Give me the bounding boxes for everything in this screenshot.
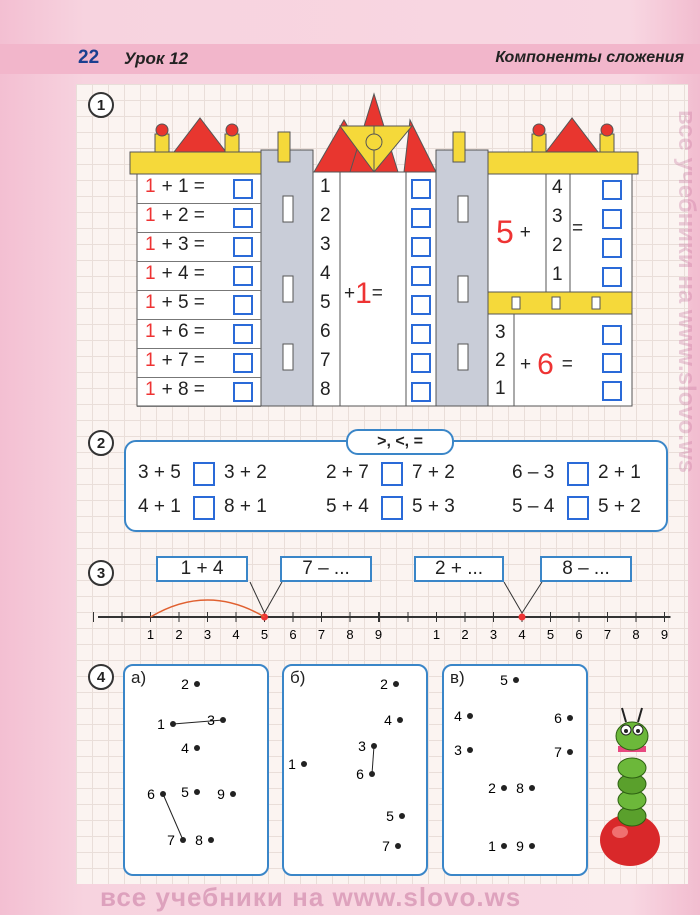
equation-rest: + 2 = xyxy=(161,205,205,226)
dot[interactable] xyxy=(371,743,377,749)
right-bottom-red-number: 6 xyxy=(537,348,554,381)
compare-right-expr: 2 + 1 xyxy=(598,462,641,483)
side-watermark: все учебники на www.slovo.ws xyxy=(673,110,700,473)
number-line-tick-label: 1 xyxy=(146,627,155,642)
number-line-tick-label: 9 xyxy=(660,627,669,642)
equation-rest: + 1 = xyxy=(161,176,205,197)
dot[interactable] xyxy=(230,791,236,797)
expression-label: 7 – ... xyxy=(280,556,372,582)
compare-left-expr: 5 – 4 xyxy=(512,496,555,517)
number-line-tick-label: 6 xyxy=(289,627,297,642)
number-line-tick-label: 5 xyxy=(260,627,269,642)
middle-red-number: 1 xyxy=(355,277,372,310)
compare-left-expr: 2 + 7 xyxy=(326,462,369,483)
number-line-tick-label: 7 xyxy=(603,627,612,642)
compare-right-expr: 7 + 2 xyxy=(412,462,455,483)
equation-first-term: 1 xyxy=(145,234,156,255)
task-2-signs-badge: >, <, = xyxy=(346,429,454,455)
bottom-watermark: все учебники на www.slovo.ws xyxy=(100,882,522,912)
compare-right-expr: 3 + 2 xyxy=(224,462,267,483)
compare-left-expr: 5 + 4 xyxy=(326,496,369,517)
dot[interactable] xyxy=(567,749,573,755)
caterpillar-illustration xyxy=(598,700,666,870)
dot[interactable] xyxy=(529,843,535,849)
dot[interactable] xyxy=(208,837,214,843)
dot-number: 3 xyxy=(454,742,462,758)
equation-rest: + 3 = xyxy=(161,234,205,255)
right-top-number: 4 xyxy=(552,177,563,198)
dot-number: 4 xyxy=(454,708,462,724)
dot-number: 8 xyxy=(195,832,203,848)
dot-number: 9 xyxy=(217,786,225,802)
number-line-tick-label: 2 xyxy=(461,627,469,642)
dot[interactable] xyxy=(170,721,176,727)
compare-left-expr: 3 + 5 xyxy=(138,462,181,483)
compare-right-expr: 5 + 3 xyxy=(412,496,455,517)
dot-number: 3 xyxy=(207,712,215,728)
number-line-tick-label: 4 xyxy=(232,627,240,642)
equation-first-term: 1 xyxy=(145,292,156,313)
compare-left-expr: 4 + 1 xyxy=(138,496,181,517)
dot-number: 7 xyxy=(382,838,390,854)
dot[interactable] xyxy=(513,677,519,683)
dot-number: 5 xyxy=(500,672,508,688)
dot-number: 1 xyxy=(157,716,165,732)
equation-rest: + 8 = xyxy=(161,379,205,400)
dot-number: 4 xyxy=(384,712,392,728)
number-line-tick-label: 6 xyxy=(575,627,583,642)
dot-puzzle-label: б) xyxy=(290,668,306,687)
expression-label: 2 + ... xyxy=(414,556,504,582)
right-top-number: 2 xyxy=(552,235,563,256)
right-bottom-number: 1 xyxy=(495,378,506,399)
equation-rest: + 6 = xyxy=(161,321,205,342)
number-line-tick-label: 9 xyxy=(374,627,383,642)
middle-number: 4 xyxy=(320,263,331,284)
dot[interactable] xyxy=(529,785,535,791)
dot-number: 4 xyxy=(181,740,189,756)
equation-rest: + 4 = xyxy=(161,263,205,284)
dot-number: 7 xyxy=(554,744,562,760)
compare-right-expr: 8 + 1 xyxy=(224,496,267,517)
equation-first-term: 1 xyxy=(145,176,156,197)
dot-number: 2 xyxy=(181,676,189,692)
number-line-tick-label: 8 xyxy=(632,627,640,642)
compare-left-expr: 6 – 3 xyxy=(512,462,555,483)
dot[interactable] xyxy=(501,785,507,791)
equation-first-term: 1 xyxy=(145,379,156,400)
task-3-number: 3 xyxy=(88,560,114,586)
number-line-tick-label: 5 xyxy=(546,627,555,642)
dot-puzzle-drawing xyxy=(123,664,265,872)
dot[interactable] xyxy=(393,681,399,687)
dot-number: 1 xyxy=(288,756,296,772)
right-bottom-number: 2 xyxy=(495,350,506,371)
number-line-tick-label: 7 xyxy=(317,627,326,642)
dot[interactable] xyxy=(467,713,473,719)
right-bottom-number: 3 xyxy=(495,322,506,343)
dot[interactable] xyxy=(501,843,507,849)
right-top-red-number: 5 xyxy=(496,214,514,250)
right-top-plus: + xyxy=(519,221,531,243)
middle-number: 3 xyxy=(320,234,331,255)
number-line-tick-label: 8 xyxy=(346,627,354,642)
right-top-number: 1 xyxy=(552,264,563,285)
task-1-number: 1 xyxy=(88,92,114,118)
dot[interactable] xyxy=(399,813,405,819)
dot-number: 2 xyxy=(488,780,496,796)
expression-label: 1 + 4 xyxy=(156,556,248,582)
dot[interactable] xyxy=(194,745,200,751)
dot[interactable] xyxy=(194,789,200,795)
equation-first-term: 1 xyxy=(145,321,156,342)
right-bottom-equals: = xyxy=(561,354,573,375)
dot[interactable] xyxy=(180,837,186,843)
label-pointer xyxy=(522,582,542,613)
task-4-number: 4 xyxy=(88,664,114,690)
number-line-tick-label: 3 xyxy=(489,627,498,642)
middle-number: 1 xyxy=(320,176,331,197)
equation-first-term: 1 xyxy=(145,350,156,371)
dot[interactable] xyxy=(301,761,307,767)
dot[interactable] xyxy=(467,747,473,753)
page-number: 22 xyxy=(78,47,100,68)
dot-puzzle-drawing xyxy=(282,664,424,872)
number-line-tick-label: 3 xyxy=(203,627,212,642)
dot-puzzle-label: а) xyxy=(131,668,147,687)
dot-number: 2 xyxy=(380,676,388,692)
equation-first-term: 1 xyxy=(145,205,156,226)
equation-first-term: 1 xyxy=(145,263,156,284)
lesson-title: Урок 12 xyxy=(124,49,189,68)
dot-number: 8 xyxy=(516,780,524,796)
dot[interactable] xyxy=(220,717,226,723)
equation-rest: + 5 = xyxy=(161,292,205,313)
connect-line xyxy=(372,746,374,774)
right-bottom-plus: + xyxy=(520,354,532,375)
dot-number: 9 xyxy=(516,838,524,854)
dot-number: 7 xyxy=(167,832,175,848)
middle-number: 2 xyxy=(320,205,331,226)
dot-puzzle-label: в) xyxy=(450,668,465,687)
dot-number: 3 xyxy=(358,738,366,754)
number-line-tick-label: 4 xyxy=(518,627,526,642)
middle-number: 6 xyxy=(320,321,331,342)
middle-number: 8 xyxy=(320,379,331,400)
label-pointer xyxy=(504,582,522,613)
right-top-equals: = xyxy=(572,218,584,239)
dot-number: 6 xyxy=(147,786,155,802)
dot-number: 1 xyxy=(488,838,496,854)
task-2-number: 2 xyxy=(88,430,114,456)
dot[interactable] xyxy=(397,717,403,723)
dot-puzzle-drawing xyxy=(442,664,584,872)
right-top-number: 3 xyxy=(552,206,563,227)
dot[interactable] xyxy=(369,771,375,777)
equation-rest: + 7 = xyxy=(161,350,205,371)
expression-label: 8 – ... xyxy=(540,556,632,582)
dot-number: 5 xyxy=(386,808,394,824)
number-line-tick-label: 2 xyxy=(175,627,183,642)
dot-number: 6 xyxy=(554,710,562,726)
dot-number: 6 xyxy=(356,766,364,782)
middle-number: 7 xyxy=(320,350,331,371)
dot-number: 5 xyxy=(181,784,189,800)
dot[interactable] xyxy=(194,681,200,687)
middle-plus: + xyxy=(344,283,356,304)
dot[interactable] xyxy=(160,791,166,797)
topic-title: Компоненты сложения xyxy=(495,49,684,66)
number-line-tick-label: 1 xyxy=(432,627,441,642)
middle-equals: = xyxy=(371,283,383,304)
middle-number: 5 xyxy=(320,292,331,313)
dot[interactable] xyxy=(567,715,573,721)
dot[interactable] xyxy=(395,843,401,849)
connect-line xyxy=(173,720,223,724)
number-line-point xyxy=(519,614,526,621)
compare-right-expr: 5 + 2 xyxy=(598,496,641,517)
